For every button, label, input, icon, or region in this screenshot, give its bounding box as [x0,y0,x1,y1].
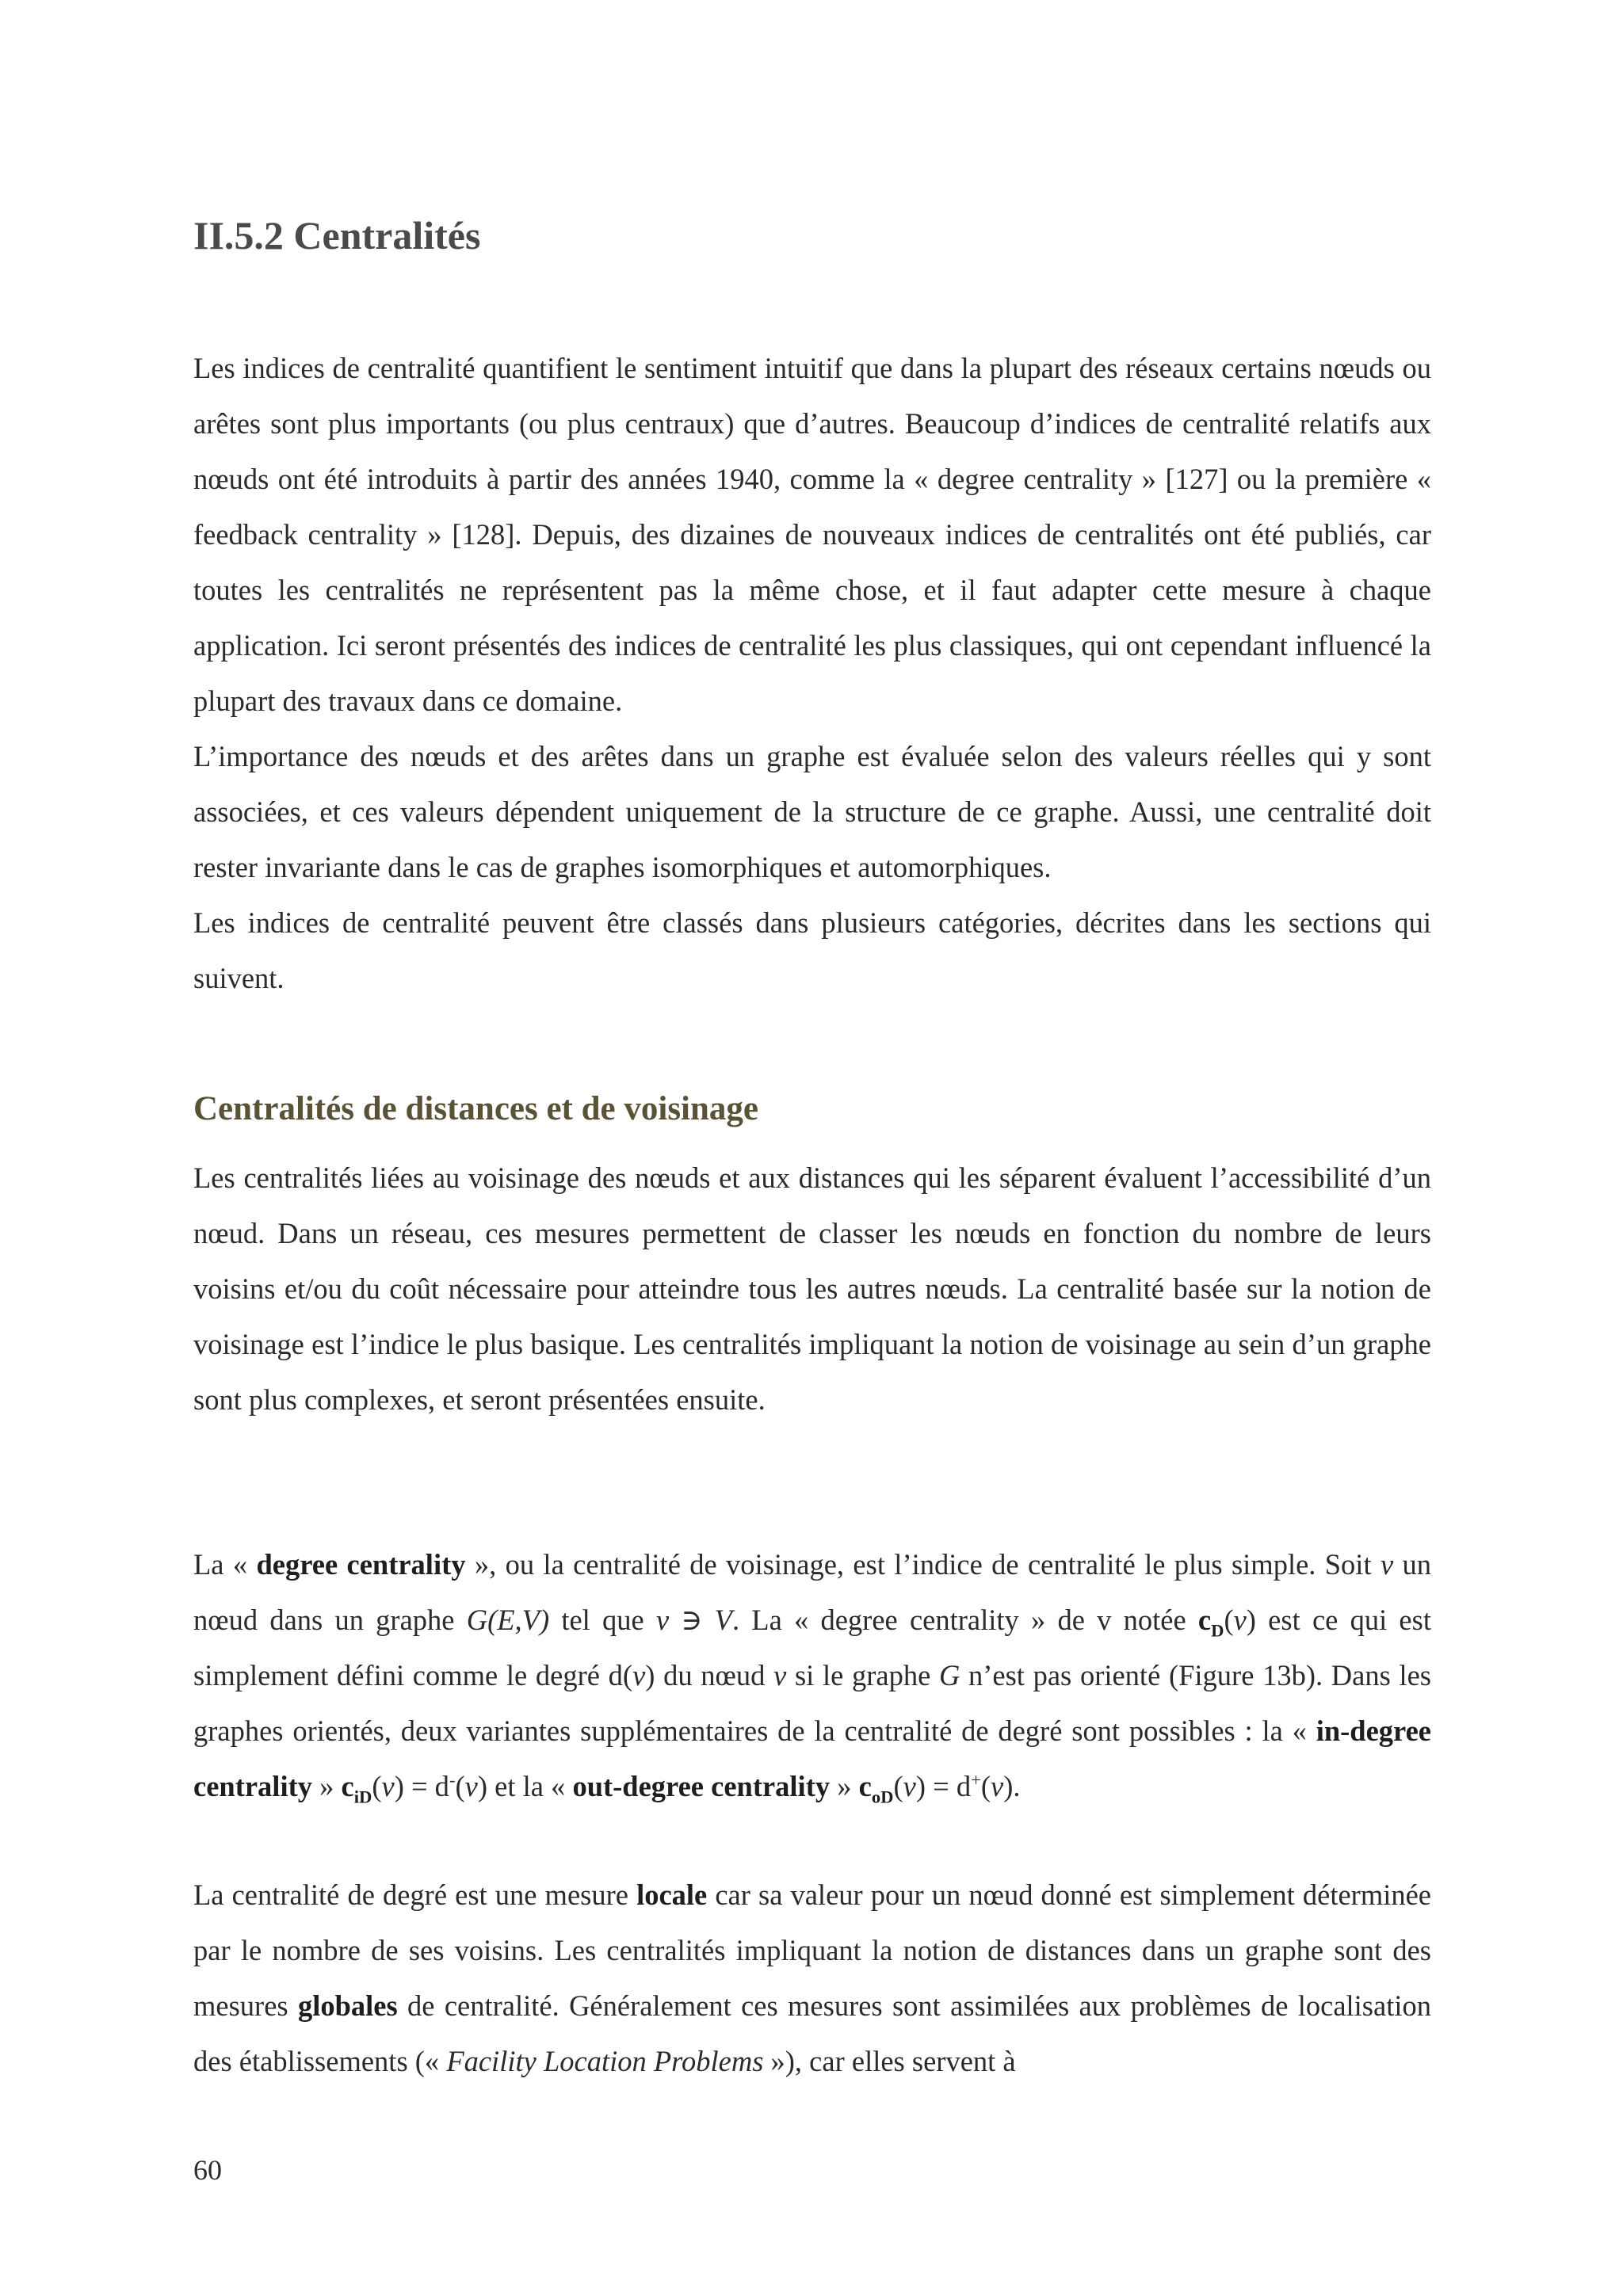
term-in-degree-centrality: in-degree centrality [193,1714,1431,1802]
subsection-title: Centralités de distances et de voisinage [193,1090,759,1127]
section-title: II.5.2 Centralités [193,213,481,257]
subsection-text [193,1150,1431,1428]
page-number: 60 [193,2154,222,2186]
degree-centrality-text [193,1537,1431,1814]
intro-paragraph-3: Les indices de centralité peuvent être classés dans plusieurs catégories, décrites dans les sections qui suivent. [193,906,1431,994]
term-out-degree-centrality: out-degree centrality [572,1770,831,1802]
local-measure-paragraph: La centralité de degré est une mesure locale car sa valeur pour un nœud donné est simplement déterminée par le nombre de ses voisins. Les centralités impliquant la notion de distances dans un graphe sont des mesures globales de centralité. Généralement ces mesures sont assimilées aux problèmes de localisation des établissements (« Facility Location Problems »), car elles servent à [193,1878,1432,2077]
degree-centrality-paragraph: La « degree centrality », ou la centralité de voisinage, est l’indice de centralité le plus simple. Soit v un nœud dans un graphe G(E,V) tel que v ∋ V. La « degree centrality » de v notée $c_D(v)$ est ce qui est simplement défini comme le degré d(v) du nœud v si le graphe G n’est pas orienté (Figure 13b). Dans les graphes orientés, deux variantes supplémentaires de la centralité de degré sont possibles : la « in-degree centrality » $c_{iD}(v) = d^-(v)$ et la « out-degree centrality » $c_{oD}(v) = d^+(v)$. [193,1548,1432,1807]
term-degree-centrality: degree centrality [256,1548,466,1581]
intro-text [193,341,1431,1006]
subsection-paragraph-1: Les centralités liées au voisinage des nœuds et aux distances qui les séparent évaluent l’accessibilité d’un nœud. Dans un réseau, ces mesures permettent de classer les nœuds en fonction du nombre de leurs voisins et/ou du coût nécessaire pour atteindre tous les autres nœuds. La centralité basée sur la notion de voisinage est l’indice le plus basique. Les centralités impliquant la notion de voisinage au sein d’un graphe sont plus complexes, et seront présentées ensuite. [193,1161,1431,1416]
local-measure-text [193,1867,1431,2089]
term-facility-location-problems: Facility Location Problems [446,2045,764,2077]
term-locale: locale [636,1878,708,1911]
term-globales: globales [297,1989,398,2022]
intro-paragraph-2: L’importance des nœuds et des arêtes dans un graphe est évaluée selon des valeurs réelles qui y sont associées, et ces valeurs dépendent uniquement de la structure de ce graphe. Aussi, une centralité doit rester invariante dans le cas de graphes isomorphiques et automorphiques. [193,740,1431,883]
intro-paragraph-1: Les indices de centralité quantifient le sentiment intuitif que dans la plupart des réseaux certains nœuds ou arêtes sont plus importants (ou plus centraux) que d’autres. Beaucoup d’indices de centralité relatifs aux nœuds ont été introduits à partir des années 1940, comme la « degree centrality » [127] ou la première « feedback centrality » [128]. Depuis, des dizaines de nouveaux indices de centralités ont été publiés, car toutes les centralités ne représentent pas la même chose, et il faut adapter cette mesure à chaque application. Ici seront présentés des indices de centralité les plus classiques, qui ont cependant influencé la plupart des travaux dans ce domaine. [193,352,1431,717]
